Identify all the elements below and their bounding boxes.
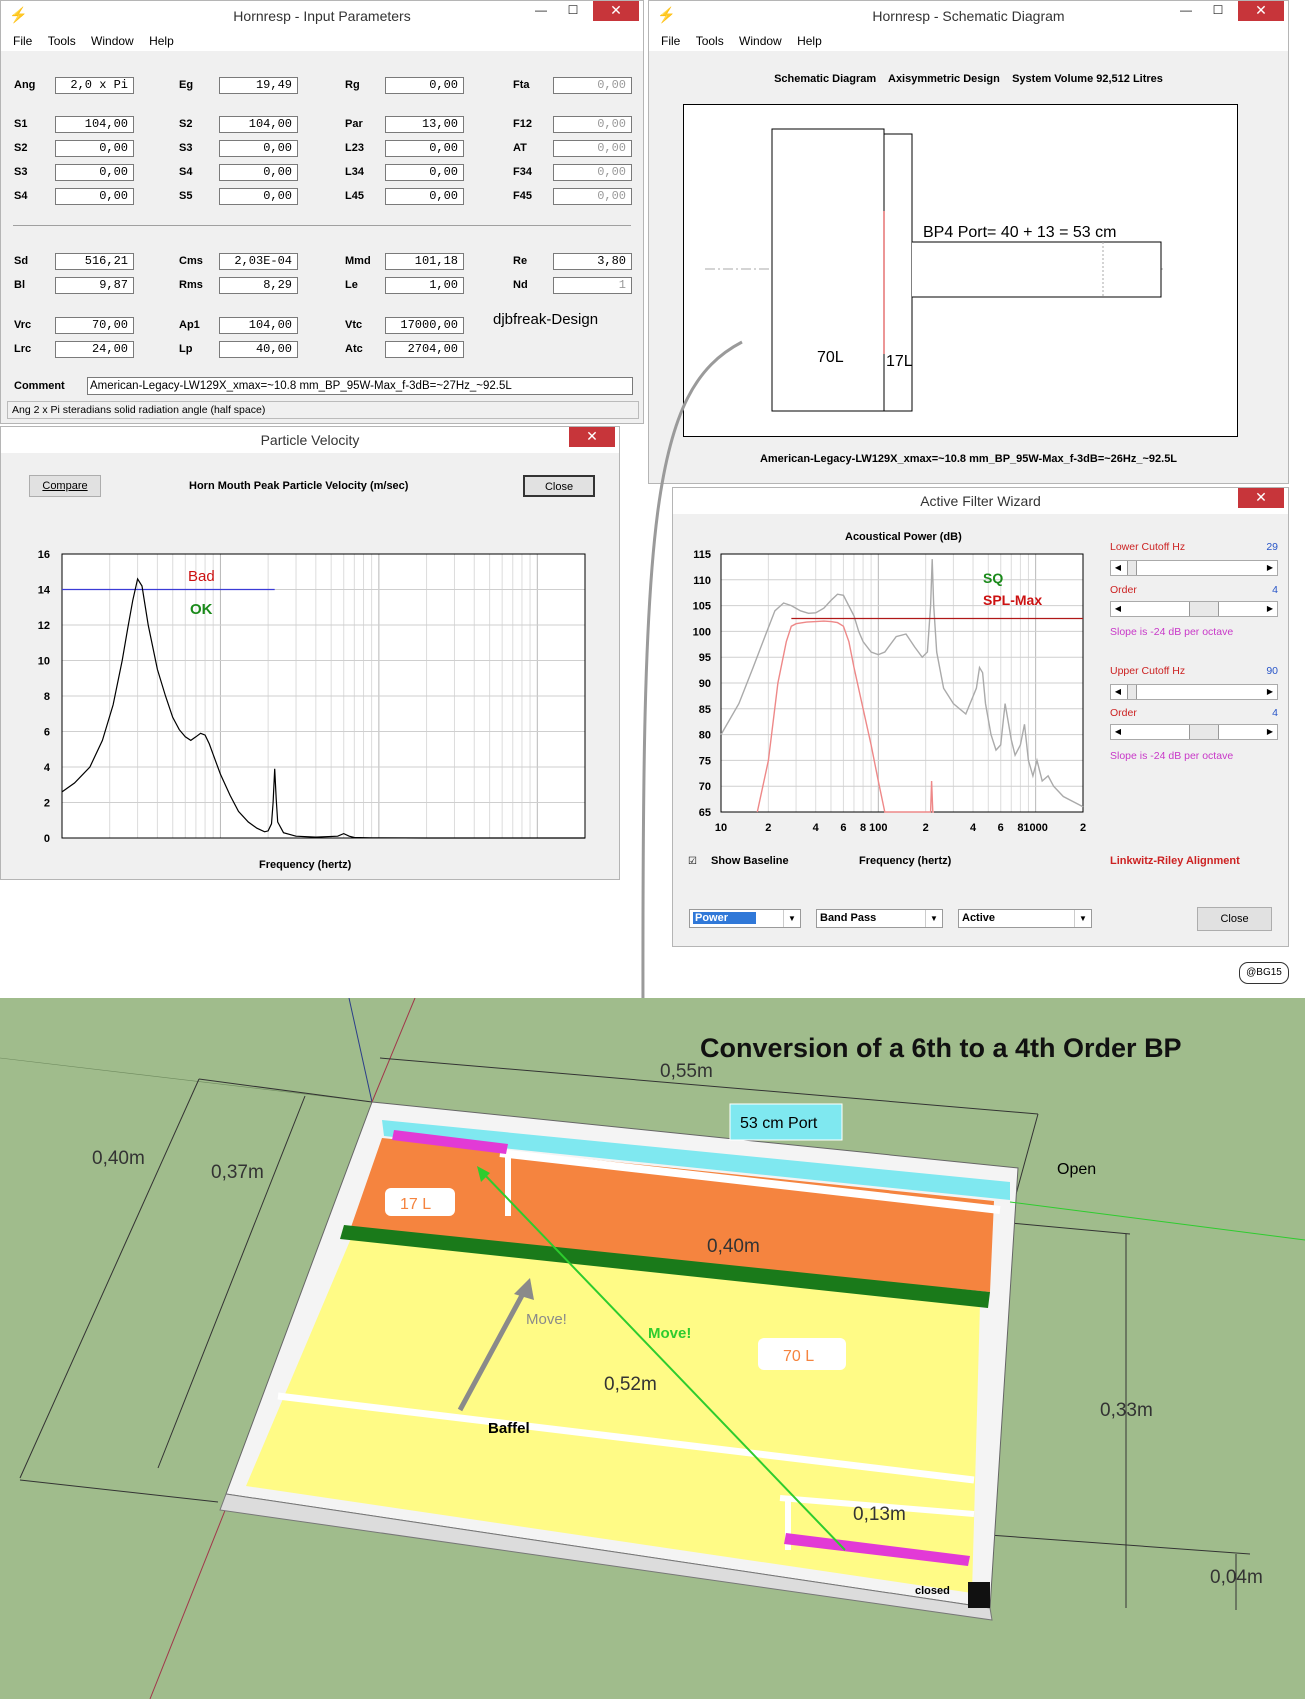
param-label-vrc: Vrc bbox=[14, 319, 32, 331]
param-label-at: AT bbox=[513, 142, 527, 154]
dim-depth-inner-label: 0,37m bbox=[211, 1162, 264, 1183]
param-label-ang: Ang bbox=[14, 79, 36, 91]
order-label-1: Order bbox=[1110, 584, 1137, 596]
filter-mode-value: Active bbox=[962, 912, 996, 924]
slope-text-1: Slope is -24 dB per octave bbox=[1110, 626, 1234, 638]
main-chamber-tag: 70 L bbox=[783, 1348, 815, 1365]
param-label-par: Par bbox=[345, 118, 363, 130]
menu-tools[interactable]: Tools bbox=[47, 34, 76, 48]
lightning-app-icon: ⚡ bbox=[657, 7, 676, 24]
param-field-s3[interactable]: 0,00 bbox=[219, 140, 298, 157]
param-field-lp[interactable]: 40,00 bbox=[219, 341, 298, 358]
y-tick-label: 6 bbox=[43, 726, 50, 739]
menu-window[interactable]: Window bbox=[739, 34, 782, 48]
y-tick-label: 95 bbox=[698, 652, 711, 665]
velocity-chart-title: Horn Mouth Peak Particle Velocity (m/sec) bbox=[189, 480, 409, 492]
dim-port-label: 0,40m bbox=[707, 1236, 760, 1257]
param-field-s4[interactable]: 0,00 bbox=[55, 188, 134, 205]
main-chamber-label: 70L bbox=[817, 349, 844, 366]
x-tick-label: 2 bbox=[922, 822, 929, 834]
power-xlabel: Frequency (hertz) bbox=[859, 855, 952, 867]
y-tick-label: 70 bbox=[698, 781, 711, 794]
y-tick-label: 75 bbox=[698, 755, 711, 768]
param-label-rg: Rg bbox=[345, 79, 360, 91]
x-tick-label: 2 bbox=[765, 822, 772, 834]
param-field-f12[interactable]: 0,00 bbox=[553, 116, 632, 133]
enclosure-plan bbox=[0, 998, 1305, 1699]
y-tick-label: 110 bbox=[693, 574, 711, 587]
lightning-app-icon: ⚡ bbox=[9, 7, 28, 24]
param-field-s2[interactable]: 0,00 bbox=[55, 140, 134, 157]
open-label: Open bbox=[1057, 1161, 1097, 1178]
param-label-rms: Rms bbox=[179, 279, 203, 291]
maximize-icon[interactable]: ☐ bbox=[567, 3, 579, 17]
param-field-mmd[interactable]: 101,18 bbox=[385, 253, 464, 270]
comment-label: Comment bbox=[14, 380, 65, 392]
upper-cutoff-value: 90 bbox=[1266, 665, 1278, 677]
y-tick-label: 65 bbox=[698, 807, 711, 819]
y-tick-label: 85 bbox=[698, 703, 711, 716]
param-field-vrc[interactable]: 70,00 bbox=[55, 317, 134, 334]
param-field-ang[interactable]: 2,0 x Pi bbox=[55, 77, 134, 94]
close-button[interactable]: Close bbox=[523, 475, 595, 497]
dim-height-label: 0,33m bbox=[1100, 1400, 1153, 1421]
order-label-2: Order bbox=[1110, 707, 1137, 719]
dim-depth-outer-label: 0,40m bbox=[92, 1148, 145, 1169]
param-label-l23: L23 bbox=[345, 142, 364, 154]
x-tick-label: 8 bbox=[1017, 822, 1024, 834]
port-label: BP4 Port= 40 + 13 = 53 cm bbox=[923, 224, 1117, 241]
param-label-f45: F45 bbox=[513, 190, 532, 202]
close-icon[interactable]: ✕ bbox=[569, 427, 615, 447]
credit-badge: @BG15 bbox=[1239, 962, 1289, 984]
chevron-down-icon[interactable]: ▼ bbox=[783, 910, 800, 927]
param-label-l45: L45 bbox=[345, 190, 364, 202]
port-tag: 53 cm Port bbox=[740, 1115, 818, 1132]
x-tick-label: 8 bbox=[860, 822, 867, 834]
minimize-icon[interactable]: — bbox=[535, 3, 547, 17]
param-label-s2: S2 bbox=[14, 142, 28, 154]
small-chamber-tag: 17 L bbox=[400, 1196, 432, 1213]
close-icon[interactable]: ✕ bbox=[1238, 488, 1284, 508]
param-field-vtc[interactable]: 17000,00 bbox=[385, 317, 464, 334]
param-label-s3: S3 bbox=[14, 166, 28, 178]
param-field-ap1[interactable]: 104,00 bbox=[219, 317, 298, 334]
compare-button[interactable]: Compare bbox=[29, 475, 101, 497]
x-tick-label: 4 bbox=[812, 822, 819, 834]
param-label-fta: Fta bbox=[513, 79, 530, 91]
param-field-lrc[interactable]: 24,00 bbox=[55, 341, 134, 358]
left-arrow-icon[interactable]: ◀ bbox=[1114, 727, 1122, 736]
param-label-cms: Cms bbox=[179, 255, 203, 267]
param-label-nd: Nd bbox=[513, 279, 528, 291]
menu-window[interactable]: Window bbox=[91, 34, 134, 48]
upper-cutoff-label: Upper Cutoff Hz bbox=[1110, 665, 1186, 677]
y-tick-label: 12 bbox=[37, 620, 50, 632]
dim-width-label: 0,55m bbox=[660, 1061, 713, 1082]
y-tick-label: 14 bbox=[37, 584, 50, 597]
param-field-s5[interactable]: 0,00 bbox=[219, 188, 298, 205]
dim-inner-label: 0,52m bbox=[604, 1374, 657, 1395]
x-tick-label: 10 bbox=[714, 822, 728, 834]
left-arrow-icon[interactable]: ◀ bbox=[1114, 563, 1122, 572]
window-title: Active Filter Wizard bbox=[920, 493, 1041, 509]
filter-type-value: Band Pass bbox=[820, 912, 877, 924]
param-label-s3: S3 bbox=[179, 142, 193, 154]
param-field-l23[interactable]: 0,00 bbox=[385, 140, 464, 157]
y-tick-label: 80 bbox=[698, 729, 711, 742]
status-bar: Ang 2 x Pi steradians solid radiation angle (half space) bbox=[7, 401, 639, 419]
small-chamber-label: 17L bbox=[886, 353, 913, 370]
x-tick-label: 100 bbox=[869, 822, 888, 834]
dim-board-label: 0,04m bbox=[1210, 1567, 1263, 1588]
param-field-sd[interactable]: 516,21 bbox=[55, 253, 134, 270]
param-label-s2: S2 bbox=[179, 118, 193, 130]
y-tick-label: 2 bbox=[43, 797, 50, 810]
show-baseline-checkbox[interactable]: ☑ bbox=[688, 856, 697, 867]
param-label-re: Re bbox=[513, 255, 528, 267]
menu-help[interactable]: Help bbox=[797, 34, 822, 48]
param-field-fta[interactable]: 0,00 bbox=[553, 77, 632, 94]
close-button[interactable]: Close bbox=[1197, 907, 1272, 931]
closed-block bbox=[968, 1582, 990, 1608]
param-label-s4: S4 bbox=[179, 166, 193, 178]
param-label-lp: Lp bbox=[179, 343, 193, 355]
order-value-2: 4 bbox=[1272, 707, 1278, 719]
param-label-lrc: Lrc bbox=[14, 343, 32, 355]
param-label-s5: S5 bbox=[179, 190, 193, 202]
brand-label: djbfreak-Design bbox=[493, 311, 599, 328]
lower-cutoff-label: Lower Cutoff Hz bbox=[1110, 541, 1186, 553]
param-label-s1: S1 bbox=[14, 118, 28, 130]
schematic-header: Schematic Diagram Axisymmetric Design System Volume 92,512 Litres bbox=[774, 73, 1163, 85]
param-label-eg: Eg bbox=[179, 79, 194, 91]
window-title: Particle Velocity bbox=[260, 432, 360, 448]
chevron-down-icon[interactable]: ▼ bbox=[1074, 910, 1091, 927]
param-field-l34[interactable]: 0,00 bbox=[385, 164, 464, 181]
param-field-atc[interactable]: 2704,00 bbox=[385, 341, 464, 358]
x-tick-label: 6 bbox=[840, 822, 847, 834]
baffle-label: Baffel bbox=[488, 1420, 530, 1437]
y-tick-label: 4 bbox=[43, 762, 50, 774]
y-tick-label: 10 bbox=[37, 655, 50, 668]
param-field-s3[interactable]: 0,00 bbox=[55, 164, 134, 181]
right-arrow-icon[interactable]: ▶ bbox=[1266, 563, 1274, 572]
lower-cutoff-value: 29 bbox=[1266, 541, 1278, 553]
maximize-icon[interactable]: ☐ bbox=[1212, 3, 1224, 17]
param-field-l45[interactable]: 0,00 bbox=[385, 188, 464, 205]
param-label-vtc: Vtc bbox=[345, 319, 363, 331]
alignment-label: Linkwitz-Riley Alignment bbox=[1110, 855, 1240, 867]
param-label-le: Le bbox=[345, 279, 358, 291]
display-select-value: Power bbox=[693, 912, 756, 924]
param-field-eg[interactable]: 19,49 bbox=[219, 77, 298, 94]
spl-max-label: SPL-Max bbox=[983, 592, 1043, 608]
param-field-par[interactable]: 13,00 bbox=[385, 116, 464, 133]
right-arrow-icon[interactable]: ▶ bbox=[1266, 687, 1274, 696]
schematic-footer: American-Legacy-LW129X_xmax=~10.8 mm_BP_95W-Max_f-3dB=~26Hz_~92.5L bbox=[759, 453, 1178, 465]
param-field-s1[interactable]: 104,00 bbox=[55, 116, 134, 133]
y-tick-label: 16 bbox=[37, 549, 50, 561]
param-label-mmd: Mmd bbox=[345, 255, 371, 267]
y-tick-label: 90 bbox=[698, 678, 711, 690]
right-arrow-icon[interactable]: ▶ bbox=[1266, 727, 1274, 736]
param-label-sd: Sd bbox=[14, 255, 29, 267]
param-field-rms[interactable]: 8,29 bbox=[219, 277, 298, 294]
param-field-s2[interactable]: 104,00 bbox=[219, 116, 298, 133]
param-field-cms[interactable]: 2,03E-04 bbox=[219, 253, 298, 270]
velocity-xlabel: Frequency (hertz) bbox=[259, 859, 352, 871]
param-field-bl[interactable]: 9,87 bbox=[55, 277, 134, 294]
param-field-nd[interactable]: 1 bbox=[553, 277, 632, 294]
param-field-rg[interactable]: 0,00 bbox=[385, 77, 464, 94]
param-label-bl: Bl bbox=[14, 279, 25, 291]
power-chart-title: Acoustical Power (dB) bbox=[845, 531, 962, 543]
move-green-label: Move! bbox=[648, 1325, 692, 1342]
ok-label: OK bbox=[190, 601, 213, 618]
closed-label: closed bbox=[915, 1585, 950, 1597]
move-gray-label: Move! bbox=[526, 1311, 567, 1328]
param-field-s4[interactable]: 0,00 bbox=[219, 164, 298, 181]
param-field-at[interactable]: 0,00 bbox=[553, 140, 632, 157]
param-label-f34: F34 bbox=[513, 166, 532, 178]
window-title: Hornresp - Schematic Diagram bbox=[872, 8, 1065, 24]
y-tick-label: 0 bbox=[43, 833, 50, 845]
order-value-1: 4 bbox=[1272, 584, 1278, 596]
sq-label: SQ bbox=[983, 570, 1004, 586]
x-tick-label: 1000 bbox=[1023, 822, 1048, 834]
comment-field[interactable]: American-Legacy-LW129X_xmax=~10.8 mm_BP_95W-Max_f-3dB=~27Hz_~92.5L bbox=[87, 377, 633, 395]
param-field-f34[interactable]: 0,00 bbox=[553, 164, 632, 181]
x-tick-label: 2 bbox=[1079, 822, 1087, 834]
menu-help[interactable]: Help bbox=[149, 34, 174, 48]
menu-tools[interactable]: Tools bbox=[695, 34, 724, 48]
show-baseline-label[interactable]: Show Baseline bbox=[711, 855, 789, 867]
x-tick-label: 4 bbox=[969, 822, 977, 834]
menu-file[interactable]: File bbox=[661, 34, 681, 48]
window-title: Hornresp - Input Parameters bbox=[233, 8, 411, 24]
y-tick-label: 115 bbox=[693, 549, 711, 561]
param-label-ap1: Ap1 bbox=[179, 319, 200, 331]
param-label-l34: L34 bbox=[345, 166, 364, 178]
param-label-s4: S4 bbox=[14, 190, 28, 202]
menu-file[interactable]: File bbox=[13, 34, 33, 48]
param-field-re[interactable]: 3,80 bbox=[553, 253, 632, 270]
left-arrow-icon[interactable]: ◀ bbox=[1114, 604, 1122, 613]
chevron-down-icon[interactable]: ▼ bbox=[925, 910, 942, 927]
minimize-icon[interactable]: — bbox=[1180, 3, 1192, 17]
param-label-f12: F12 bbox=[513, 118, 532, 130]
y-tick-label: 100 bbox=[692, 626, 711, 639]
x-tick-label: 6 bbox=[997, 822, 1004, 834]
y-tick-label: 8 bbox=[43, 691, 50, 703]
y-tick-label: 105 bbox=[692, 600, 711, 613]
bad-label: Bad bbox=[188, 568, 215, 585]
param-field-le[interactable]: 1,00 bbox=[385, 277, 464, 294]
right-arrow-icon[interactable]: ▶ bbox=[1266, 604, 1274, 613]
dim-offset-label: 0,13m bbox=[853, 1504, 906, 1525]
close-icon[interactable]: ✕ bbox=[593, 1, 639, 21]
param-label-atc: Atc bbox=[345, 343, 363, 355]
left-arrow-icon[interactable]: ◀ bbox=[1114, 687, 1122, 696]
param-field-f45[interactable]: 0,00 bbox=[553, 188, 632, 205]
plan-title: Conversion of a 6th to a 4th Order BP bbox=[700, 1033, 1182, 1063]
slope-text-2: Slope is -24 dB per octave bbox=[1110, 750, 1234, 762]
close-icon[interactable]: ✕ bbox=[1238, 1, 1284, 21]
